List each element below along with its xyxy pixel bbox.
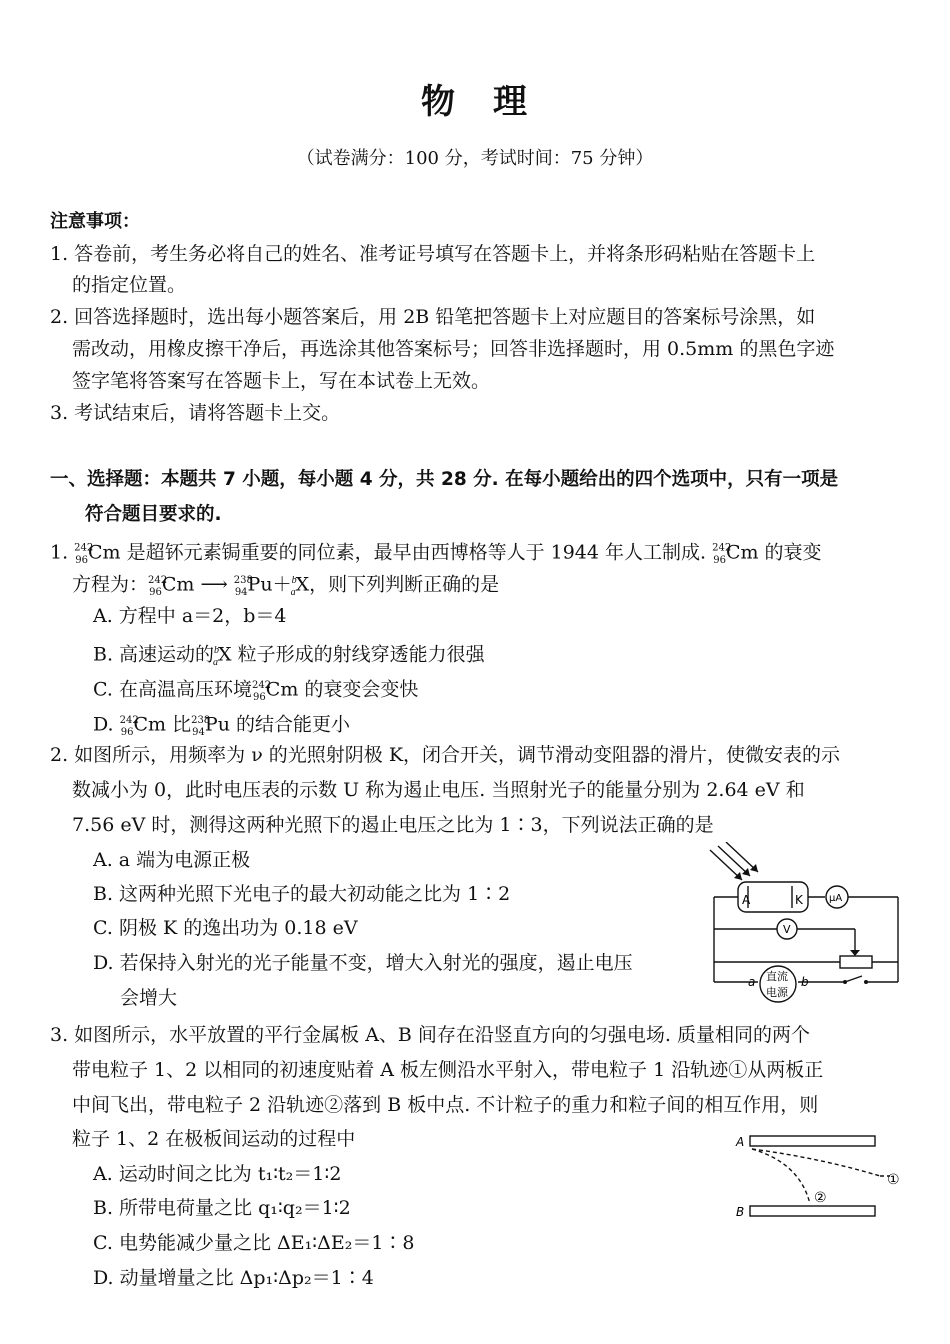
q2-option-c: C. 阴极 K 的逸出功为 0.18 eV — [93, 917, 358, 939]
q2-option-b: B. 这两种光照下光电子的最大初动能之比为 1∶2 — [93, 883, 511, 905]
voltmeter-label: V — [783, 923, 791, 936]
source-label-2: 电源 — [766, 986, 788, 999]
q1-stem-line1: 1. $^{242}_{96}$Cm 是超钚元素锔重要的同位素，最早由西博格等人于 1944 年人工制成. $^{242}_{96}$Cm 的衰变 — [50, 541, 822, 567]
trajectory-2-label: ② — [814, 1190, 827, 1206]
q1-option-b: B. 高速运动的$^b_a$X 粒子形成的射线穿透能力很强 — [93, 643, 485, 669]
q3-option-a: A. 运动时间之比为 t₁∶t₂＝1∶2 — [93, 1163, 342, 1185]
note-line: 签字笔将答案写在答题卡上，写在本试卷上无效。 — [72, 370, 491, 392]
q1-option-d: D. $^{242}_{96}$Cm 比$^{238}_{94}$Pu 的结合能更小 — [93, 713, 350, 739]
q2-stem-line2: 数减小为 0，此时电压表的示数 U 称为遏止电压. 当照射光子的能量分别为 2.64 eV 和 — [72, 779, 805, 801]
notes-heading: 注意事项： — [50, 211, 140, 232]
q3-stem-line4: 粒子 1、2 在极板间运动的过程中 — [72, 1128, 356, 1150]
q2-option-a: A. a 端为电源正极 — [93, 849, 251, 871]
q1-option-a: A. 方程中 a＝2，b＝4 — [93, 605, 287, 627]
q3-stem-line1: 3. 如图所示，水平放置的平行金属板 A、B 间存在沿竖直方向的匀强电场. 质量相同的两个 — [50, 1024, 811, 1046]
page-title: 物 理 — [421, 82, 529, 122]
q2-stem-line3: 7.56 eV 时，测得这两种光照下的遏止电压之比为 1∶3，下列说法正确的是 — [72, 814, 714, 836]
terminal-a-label: a — [748, 975, 756, 989]
q3-stem-line3: 中间飞出，带电粒子 2 沿轨迹②落到 B 板中点. 不计粒子的重力和粒子间的相互作用，则 — [72, 1094, 819, 1116]
exam-info: （试卷满分：100 分，考试时间：75 分钟） — [296, 148, 654, 169]
anode-label: A — [742, 893, 751, 907]
q3-option-c: C. 电势能减少量之比 ΔE₁∶ΔE₂＝1∶8 — [93, 1232, 415, 1254]
cathode-label: K — [795, 893, 803, 907]
q3-stem-line2: 带电粒子 1、2 以相同的初速度贴着 A 板左侧沿水平射入，带电粒子 1 沿轨迹①从两板正 — [72, 1059, 824, 1081]
q2-stem-line1: 2. 如图所示，用频率为 ν 的光照射阴极 K，闭合开关，调节滑动变阻器的滑片，使微安表的示 — [50, 744, 841, 766]
photoelectric-circuit-figure — [700, 842, 910, 1012]
section-heading: 一、选择题：本题共 7 小题，每小题 4 分，共 28 分. 在每小题给出的四个选项中，只有一项是 — [50, 469, 839, 490]
source-label-1: 直流 — [766, 970, 788, 983]
q1-stem-line2: 方程为：$^{242}_{96}$Cm ⟶ $^{238}_{94}$Pu＋$^b_a$X，则下列判断正确的是 — [72, 573, 500, 599]
q1-option-c: C. 在高温高压环境$^{242}_{96}$Cm 的衰变会变快 — [93, 678, 419, 704]
q2-option-d: D. 若保持入射光的光子能量不变，增大入射光的强度，遏止电压 — [93, 952, 633, 974]
trajectory-1-label: ① — [887, 1172, 900, 1188]
q3-option-b: B. 所带电荷量之比 q₁∶q₂＝1∶2 — [93, 1197, 351, 1219]
parallel-plates-figure — [730, 1128, 910, 1223]
terminal-b-label: b — [801, 975, 809, 989]
plate-a-label: A — [736, 1135, 745, 1149]
microammeter-label: μA — [829, 893, 843, 904]
note-line: 2. 回答选择题时，选出每小题答案后，用 2B 铅笔把答题卡上对应题目的答案标号涂黑，如 — [50, 306, 816, 328]
note-line: 3. 考试结束后，请将答题卡上交。 — [50, 402, 341, 424]
plate-b-label: B — [736, 1205, 745, 1219]
q3-option-d: D. 动量增量之比 Δp₁∶Δp₂＝1∶4 — [93, 1267, 374, 1289]
note-line: 需改动，用橡皮擦干净后，再选涂其他答案标号；回答非选择题时，用 0.5mm 的黑色字迹 — [72, 338, 835, 360]
q2-option-d-cont: 会增大 — [120, 987, 178, 1009]
note-line: 的指定位置。 — [72, 274, 187, 296]
note-line: 1. 答卷前，考生务必将自己的姓名、准考证号填写在答题卡上，并将条形码粘贴在答题卡上 — [50, 243, 816, 265]
section-heading-cont: 符合题目要求的. — [85, 504, 222, 525]
